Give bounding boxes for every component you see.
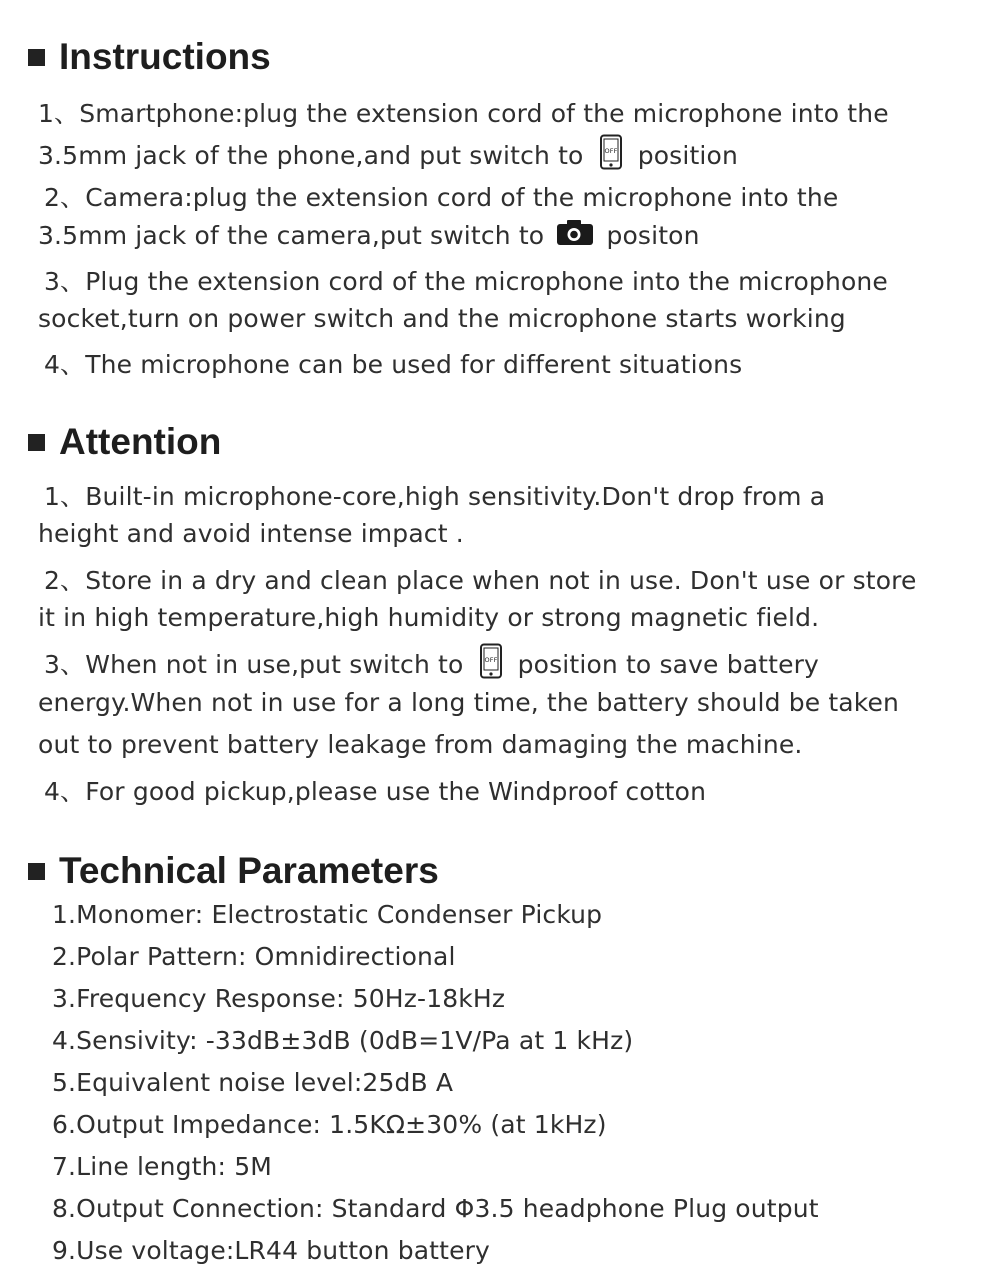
technical-item: 5.Equivalent noise level:25dB A — [52, 1068, 454, 1097]
technical-heading — [28, 850, 439, 892]
attention-line-5 — [44, 645, 819, 687]
instructions-line-4-text-b: positon — [606, 221, 700, 250]
instructions-line-5: 3、Plug the extension cord of the microphone into the microphone — [44, 267, 888, 296]
camera-icon — [556, 218, 594, 252]
technical-item: 2.Polar Pattern: Omnidirectional — [52, 942, 456, 971]
attention-line-5-text-b: position to save battery — [517, 650, 819, 679]
instructions-line-1: 1、Smartphone:plug the extension cord of the microphone into the — [38, 99, 889, 128]
technical-item: 9.Use voltage:LR44 button battery — [52, 1236, 490, 1265]
instructions-line-3: 2、Camera:plug the extension cord of the microphone into the — [44, 183, 839, 212]
technical-item: 3.Frequency Response: 50Hz-18kHz — [52, 984, 506, 1013]
instructions-line-2 — [38, 136, 738, 178]
technical-item: 8.Output Connection: Standard Φ3.5 headphone Plug output — [52, 1194, 819, 1223]
instructions-line-6: socket,turn on power switch and the microphone starts working — [38, 304, 846, 333]
instructions-line-4-text-a: 3.5mm jack of the camera,put switch to — [38, 221, 545, 250]
attention-title: Attention — [59, 421, 222, 462]
instructions-title: Instructions — [59, 36, 271, 77]
attention-line-6: energy.When not in use for a long time, the battery should be taken — [38, 688, 900, 717]
attention-heading — [28, 421, 221, 463]
heading-bullet-icon — [28, 49, 45, 66]
heading-bullet-icon — [28, 434, 45, 451]
instructions-line-4 — [38, 220, 700, 254]
instructions-line-2-text-b: position — [637, 141, 738, 170]
attention-line-5-text-a: 3、When not in use,put switch to — [44, 650, 464, 679]
phone-off-label: OFF — [604, 147, 618, 155]
attention-line-8: 4、For good pickup,please use the Windproof cotton — [44, 777, 707, 806]
phone-off-icon — [596, 134, 626, 176]
phone-off-icon — [476, 643, 506, 685]
attention-line-2: height and avoid intense impact . — [38, 519, 464, 548]
technical-item: 7.Line length: 5M — [52, 1152, 272, 1181]
instructions-heading — [28, 36, 271, 78]
attention-line-7: out to prevent battery leakage from damaging the machine. — [38, 730, 803, 759]
technical-item: 4.Sensivity: -33dB±3dB (0dB=1V/Pa at 1 kHz) — [52, 1026, 634, 1055]
attention-line-4: it in high temperature,high humidity or strong magnetic field. — [38, 603, 820, 632]
attention-line-1: 1、Built-in microphone-core,high sensitivity.Don't drop from a — [44, 482, 826, 511]
attention-line-3: 2、Store in a dry and clean place when not in use. Don't use or store — [44, 566, 917, 595]
technical-item: 1.Monomer: Electrostatic Condenser Pickup — [52, 900, 603, 929]
technical-item: 6.Output Impedance: 1.5KΩ±30% (at 1kHz) — [52, 1110, 607, 1139]
instructions-line-2-text-a: 3.5mm jack of the phone,and put switch to — [38, 141, 584, 170]
technical-title: Technical Parameters — [59, 850, 439, 891]
instructions-line-7: 4、The microphone can be used for different situations — [44, 350, 743, 379]
phone-off-label: OFF — [484, 656, 498, 664]
heading-bullet-icon — [28, 863, 45, 880]
